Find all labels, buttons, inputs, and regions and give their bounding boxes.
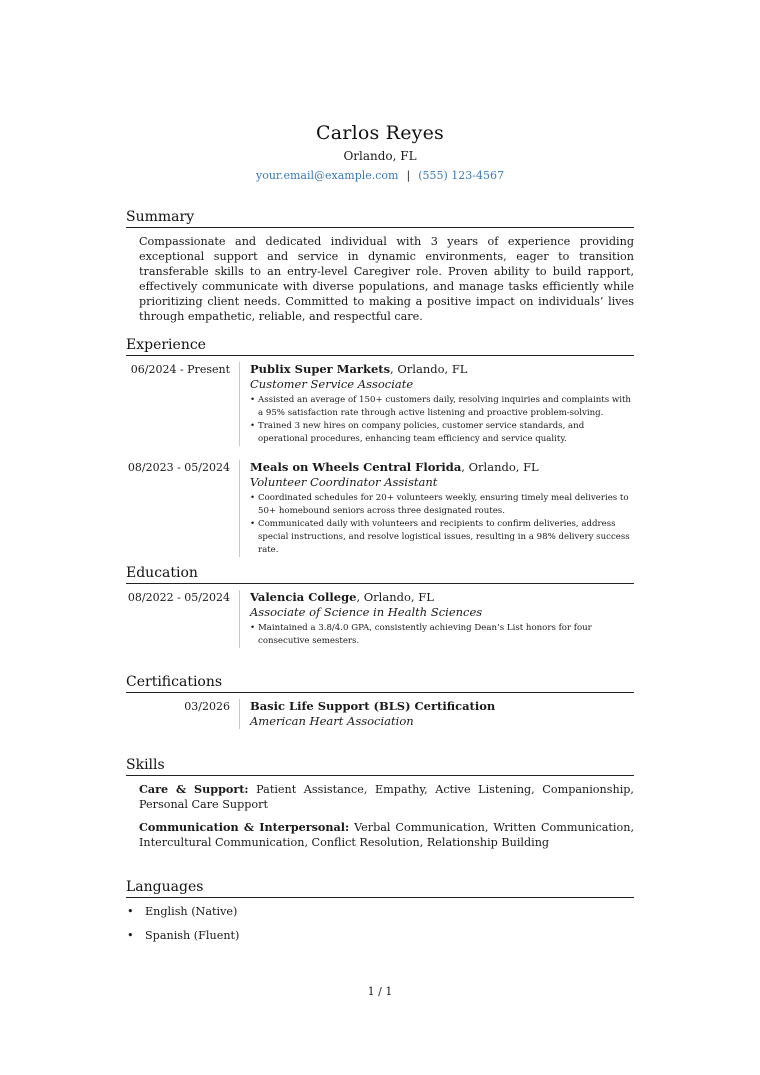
contact-separator: |	[406, 169, 411, 182]
entry-title	[250, 460, 634, 475]
email-link[interactable]: your.email@example.com	[256, 169, 399, 182]
page-number: 1 / 1	[367, 985, 393, 998]
bullet-item: • Coordinated schedules for 20+ volunteers weekly, ensuring timely meal deliveries to 50+ homebound seniors across three designated routes.	[250, 492, 634, 518]
candidate-location: Orlando, FL	[343, 149, 417, 163]
bullet-item: • Maintained a 3.8/4.0 GPA, consistently achieving Dean’s List honors for four consecutive semesters.	[250, 622, 634, 648]
summary-section	[126, 209, 634, 324]
entry-bullets	[250, 394, 634, 446]
education-section	[126, 565, 634, 648]
certification-entry	[126, 699, 634, 729]
entry-organization: Publix Super Markets	[250, 362, 391, 376]
resume-header	[126, 0, 634, 183]
entry-body	[239, 362, 634, 446]
entry-title	[250, 699, 634, 714]
education-entry	[126, 590, 634, 648]
skill-list: Verbal Communication, Written Communication, Intercultural Communication, Conflict Resolution, Relationship Building	[139, 821, 634, 849]
entry-organization: Meals on Wheels Central Florida	[250, 460, 462, 474]
entry-date: 08/2022 - 05/2024	[127, 591, 230, 604]
entry-location: , Orlando, FL	[356, 590, 434, 604]
entry-bullets	[250, 492, 634, 557]
skill-category: Communication & Interpersonal:	[139, 820, 350, 834]
entry-organization: Valencia College	[250, 590, 357, 604]
entry-date: 03/2026	[184, 700, 230, 713]
entry-bullets	[250, 622, 634, 648]
entry-location: , Orlando, FL	[461, 460, 539, 474]
skill-group	[139, 782, 634, 812]
certifications-section	[126, 674, 634, 729]
entry-date: 08/2023 - 05/2024	[127, 461, 230, 474]
entry-title	[250, 590, 634, 605]
language-item: • English (Native)	[126, 904, 634, 919]
entry-title	[250, 362, 634, 377]
entry-location: , Orlando, FL	[390, 362, 468, 376]
candidate-name: Carlos Reyes	[316, 122, 444, 144]
certification-issuer: American Heart Association	[250, 714, 414, 728]
section-title-certifications: Certifications	[126, 674, 634, 693]
phone-link[interactable]: (555) 123-4567	[418, 169, 504, 182]
certification-name: Basic Life Support (BLS) Certification	[250, 699, 496, 713]
entry-body	[239, 699, 634, 729]
experience-section	[126, 337, 634, 557]
skills-section	[126, 757, 634, 850]
section-title-education: Education	[126, 565, 634, 584]
experience-entry	[126, 460, 634, 557]
bullet-item: • Trained 3 new hires on company policies, customer service standards, and operational procedures, enhancing team efficiency and service quality.	[250, 420, 634, 446]
entry-body	[239, 590, 634, 648]
language-item: • Spanish (Fluent)	[126, 928, 634, 943]
section-title-skills: Skills	[126, 757, 634, 776]
entry-body	[239, 460, 634, 557]
section-title-summary: Summary	[126, 209, 634, 228]
entry-role: Volunteer Coordinator Assistant	[250, 475, 438, 489]
contact-line	[126, 169, 634, 183]
experience-entry	[126, 362, 634, 446]
entry-degree: Associate of Science in Health Sciences	[250, 605, 483, 619]
languages-list	[126, 904, 634, 943]
skill-list: Patient Assistance, Empathy, Active Listening, Companionship, Personal Care Support	[139, 783, 634, 811]
section-title-experience: Experience	[126, 337, 634, 356]
bullet-item: • Assisted an average of 150+ customers daily, resolving inquiries and complaints with a 95% satisfaction rate through active listening and proactive problem-solving.	[250, 394, 634, 420]
entry-date: 06/2024 - Present	[130, 363, 230, 376]
summary-text: Compassionate and dedicated individual with 3 years of experience providing exceptional support and service in dynamic environments, eager to transition transferable skills to an entry-level Caregiver role. Proven ability to build rapport, effectively communicate with diverse populations, and manage tasks efficiently while prioritizing client needs. Committed to making a positive impact on individuals’ lives through empathetic, reliable, and respectful care.	[139, 235, 634, 323]
languages-section	[126, 879, 634, 952]
entry-role: Customer Service Associate	[250, 377, 414, 391]
skill-category: Care & Support:	[139, 782, 249, 796]
skill-group	[139, 820, 634, 850]
bullet-item: • Communicated daily with volunteers and recipients to confirm deliveries, address special instructions, and resolve logistical issues, resulting in a 98% delivery success rate.	[250, 518, 634, 557]
resume-page	[126, 0, 634, 942]
section-title-languages: Languages	[126, 879, 634, 898]
